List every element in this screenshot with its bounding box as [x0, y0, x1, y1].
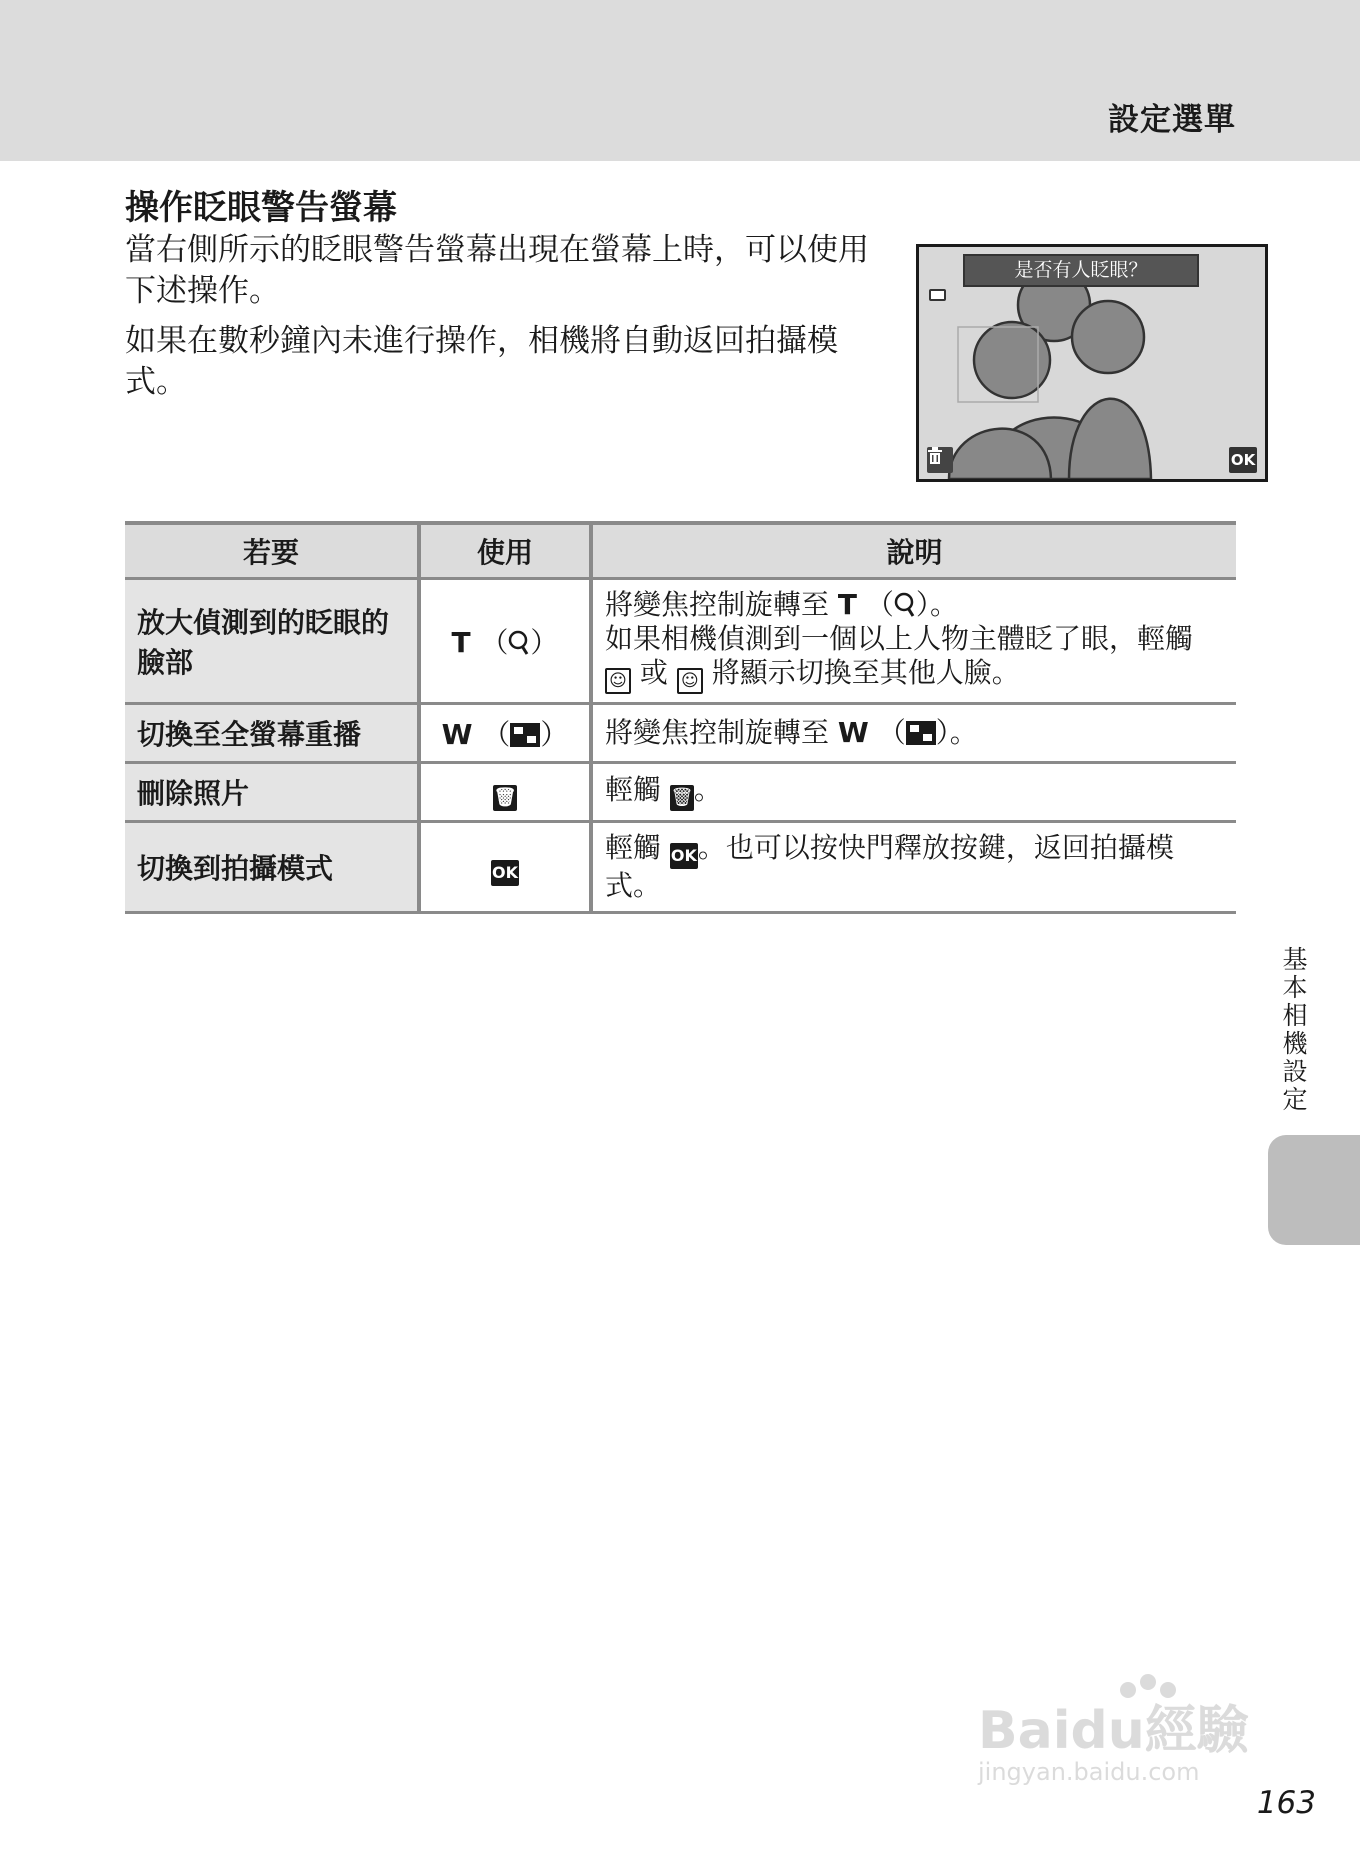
face-right-body	[1069, 399, 1151, 479]
row-desc	[591, 763, 1236, 822]
ok-icon[interactable]: OK	[670, 843, 698, 869]
header-title: 設定選單	[1108, 102, 1236, 138]
row-goal: 刪除照片	[125, 763, 419, 822]
col-header-desc: 說明	[591, 523, 1236, 579]
desc-text: 輕觸	[605, 831, 670, 864]
row-desc	[591, 822, 1236, 913]
table-row	[125, 704, 1236, 763]
operations-table	[125, 521, 1236, 914]
row-desc: 將變焦控制旋轉至 W （ ）。	[591, 704, 1236, 763]
desc-text: 如果相機偵測到一個以上人物主體眨了眼，輕觸	[605, 622, 1194, 655]
col-header-use: 使用	[419, 523, 591, 579]
zoom-t-key: T	[837, 588, 858, 621]
row-use	[419, 763, 591, 822]
row-goal: 切換至全螢幕重播	[125, 704, 419, 763]
desc-text: 。	[929, 588, 958, 621]
ok-button[interactable]: OK	[1229, 447, 1257, 473]
row-use: W （ ）	[419, 704, 591, 763]
next-face-icon[interactable]: ☺	[677, 668, 703, 694]
watermark-url: jingyan.baidu.com	[978, 1758, 1200, 1786]
row-desc: 將變焦控制旋轉至 T （ ）。 如果相機偵測到一個以上人物主體眨了眼，輕觸 ☺ 或 ☺ 將顯示切換至其他人臉。	[591, 579, 1236, 704]
trash-icon[interactable]	[927, 447, 953, 473]
table-header-row	[125, 523, 1236, 579]
thumbnail-icon	[510, 723, 540, 747]
blink-prompt: 是否有人眨眼？	[963, 254, 1199, 287]
col-header-goal: 若要	[125, 523, 419, 579]
watermark-brand: Baidu經驗	[978, 1701, 1249, 1761]
desc-text: 。	[693, 773, 722, 806]
paragraph-2: 如果在數秒鐘內未進行操作，相機將自動返回拍攝模式。	[125, 323, 838, 400]
desc-text: 將顯示切換至其他人臉。	[702, 656, 1020, 689]
zoom-w-key: W	[837, 716, 869, 749]
row-goal: 放大偵測到的眨眼的臉部	[125, 579, 419, 704]
face-right-head	[1072, 301, 1144, 373]
section-title: 操作眨眼警告螢幕	[125, 188, 397, 228]
trash-icon[interactable]: 🗑	[493, 785, 517, 811]
table-row	[125, 822, 1236, 913]
magnify-icon	[508, 630, 530, 656]
blink-warning-screen	[916, 244, 1268, 482]
row-goal: 切換到拍攝模式	[125, 822, 419, 913]
desc-text: 輕觸	[605, 773, 670, 806]
desc-text: 將變焦控制旋轉至	[605, 588, 838, 621]
desc-text: 或	[631, 656, 677, 689]
side-tab[interactable]	[1268, 1135, 1360, 1245]
row-use: T （ ）	[419, 579, 591, 704]
desc-text: 將變焦控制旋轉至	[605, 716, 838, 749]
page-number: 163	[1256, 1785, 1316, 1821]
thumbnail-icon	[906, 721, 936, 745]
zoom-w-key: W	[441, 718, 473, 751]
desc-text: 。	[949, 716, 978, 749]
row-use	[419, 822, 591, 913]
table-row	[125, 579, 1236, 704]
side-tab-label: 基本相機設定	[1279, 946, 1308, 1114]
paragraph-1: 當右側所示的眨眼警告螢幕出現在螢幕上時，可以使用下述操作。	[125, 232, 869, 309]
magnify-icon	[894, 592, 916, 618]
ok-icon[interactable]: OK	[491, 860, 519, 886]
battery-icon	[929, 289, 946, 301]
table-row	[125, 763, 1236, 822]
body-text	[125, 230, 895, 412]
desc-text: 。也可以按快門釋放按鍵，返回拍攝模式。	[605, 831, 1174, 902]
trash-icon[interactable]: 🗑	[670, 785, 694, 811]
baidu-watermark	[968, 1668, 1288, 1788]
prev-face-icon[interactable]: ☺	[605, 668, 631, 694]
zoom-t-key: T	[451, 626, 471, 659]
